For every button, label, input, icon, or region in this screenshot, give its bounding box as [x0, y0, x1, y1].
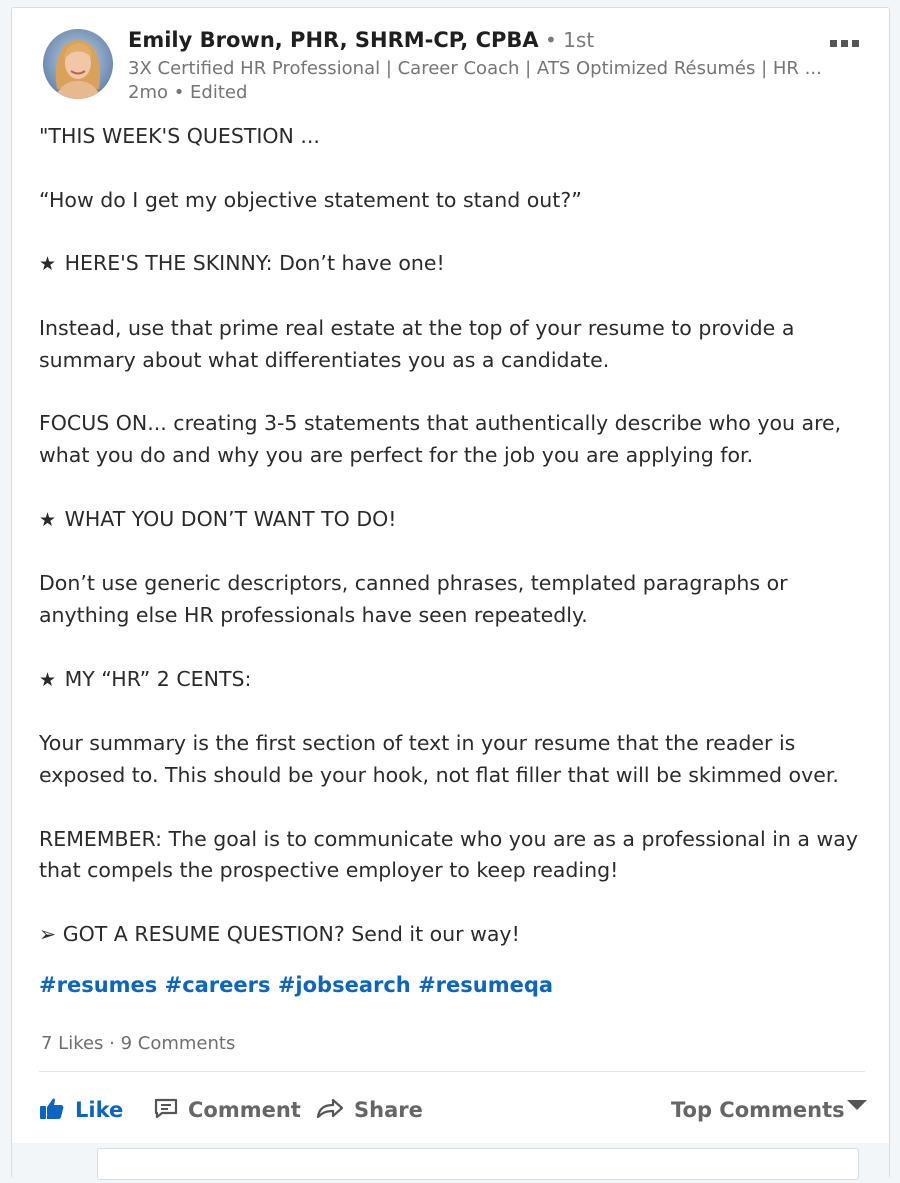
post-card	[11, 7, 890, 1179]
likes-count[interactable]: 7 Likes	[41, 1033, 104, 1054]
action-bar	[39, 1090, 865, 1130]
post-body	[39, 121, 869, 951]
comment-sort-dropdown[interactable]	[671, 1090, 867, 1130]
connection-degree: • 1st	[538, 28, 595, 52]
more-options-icon	[841, 40, 848, 47]
comments-count[interactable]: 9 Comments	[120, 1033, 236, 1054]
comment-icon	[154, 1097, 178, 1124]
post-paragraph: ★ HERE'S THE SKINNY: Don’t have one!	[39, 251, 445, 276]
share-label: Share	[354, 1098, 423, 1122]
hashtag-link[interactable]: #jobsearch	[277, 973, 411, 997]
like-label: Like	[75, 1098, 124, 1122]
comment-button[interactable]	[154, 1090, 301, 1130]
separator: ·	[103, 1033, 121, 1054]
divider	[39, 1071, 865, 1072]
hashtag-link[interactable]: #resumeqa	[418, 973, 554, 997]
author-avatar[interactable]	[43, 29, 113, 99]
share-arrow-icon	[316, 1097, 344, 1124]
caret-down-icon	[847, 1100, 867, 1110]
more-options-button[interactable]	[830, 36, 870, 50]
hashtag-link[interactable]: #resumes	[39, 973, 158, 997]
profile-photo-icon	[43, 29, 113, 99]
comment-input-box[interactable]	[97, 1148, 859, 1180]
thumbs-up-icon	[39, 1096, 65, 1125]
post-paragraph: ★ WHAT YOU DON’T WANT TO DO!	[39, 506, 397, 531]
sort-label: Top Comments	[671, 1098, 845, 1122]
post-timestamp: 2mo • Edited	[128, 82, 248, 103]
like-button[interactable]	[39, 1090, 123, 1130]
post-paragraph: ➢ GOT A RESUME QUESTION? Send it our way!	[39, 921, 520, 946]
post-paragraph: FOCUS ON... creating 3-5 statements that authentically describe who you are, what you do and why you are perfect for the job you are applying for.	[39, 411, 842, 467]
post-paragraph: Your summary is the first section of text in your resume that the reader is exposed to. This should be your hook, not flat filler that will be skimmed over.	[39, 731, 839, 787]
post-paragraph: Instead, use that prime real estate at the top of your resume to provide a summary about what differentiates you as a candidate.	[39, 315, 795, 372]
post-paragraph: ★ MY “HR” 2 CENTS:	[39, 666, 252, 691]
star-icon: ★	[39, 668, 57, 691]
comment-label: Comment	[188, 1098, 301, 1122]
social-counts	[41, 1033, 235, 1054]
post-paragraph: “How do I get my objective statement to stand out?”	[39, 187, 582, 212]
arrow-icon: ➢	[39, 921, 57, 946]
star-icon: ★	[39, 253, 57, 276]
more-options-icon	[830, 40, 837, 47]
hashtags	[39, 973, 553, 997]
share-button[interactable]	[316, 1090, 423, 1130]
star-icon: ★	[39, 508, 57, 531]
post-paragraph: REMEMBER: The goal is to communicate who you are as a professional in a way that compels the prospective employer to keep reading!	[39, 826, 858, 883]
hashtag-link[interactable]: #careers	[164, 973, 271, 997]
more-options-icon	[852, 40, 859, 47]
post-paragraph: "THIS WEEK'S QUESTION ...	[39, 124, 320, 148]
author-name-line[interactable]	[128, 28, 594, 52]
author-headline: 3X Certified HR Professional | Career Coach | ATS Optimized Résumés | HR ...	[128, 58, 822, 79]
author-name[interactable]: Emily Brown, PHR, SHRM-CP, CPBA	[128, 28, 539, 52]
post-paragraph: Don’t use generic descriptors, canned phrases, templated paragraphs or anything else HR professionals have seen repeatedly.	[39, 571, 788, 627]
